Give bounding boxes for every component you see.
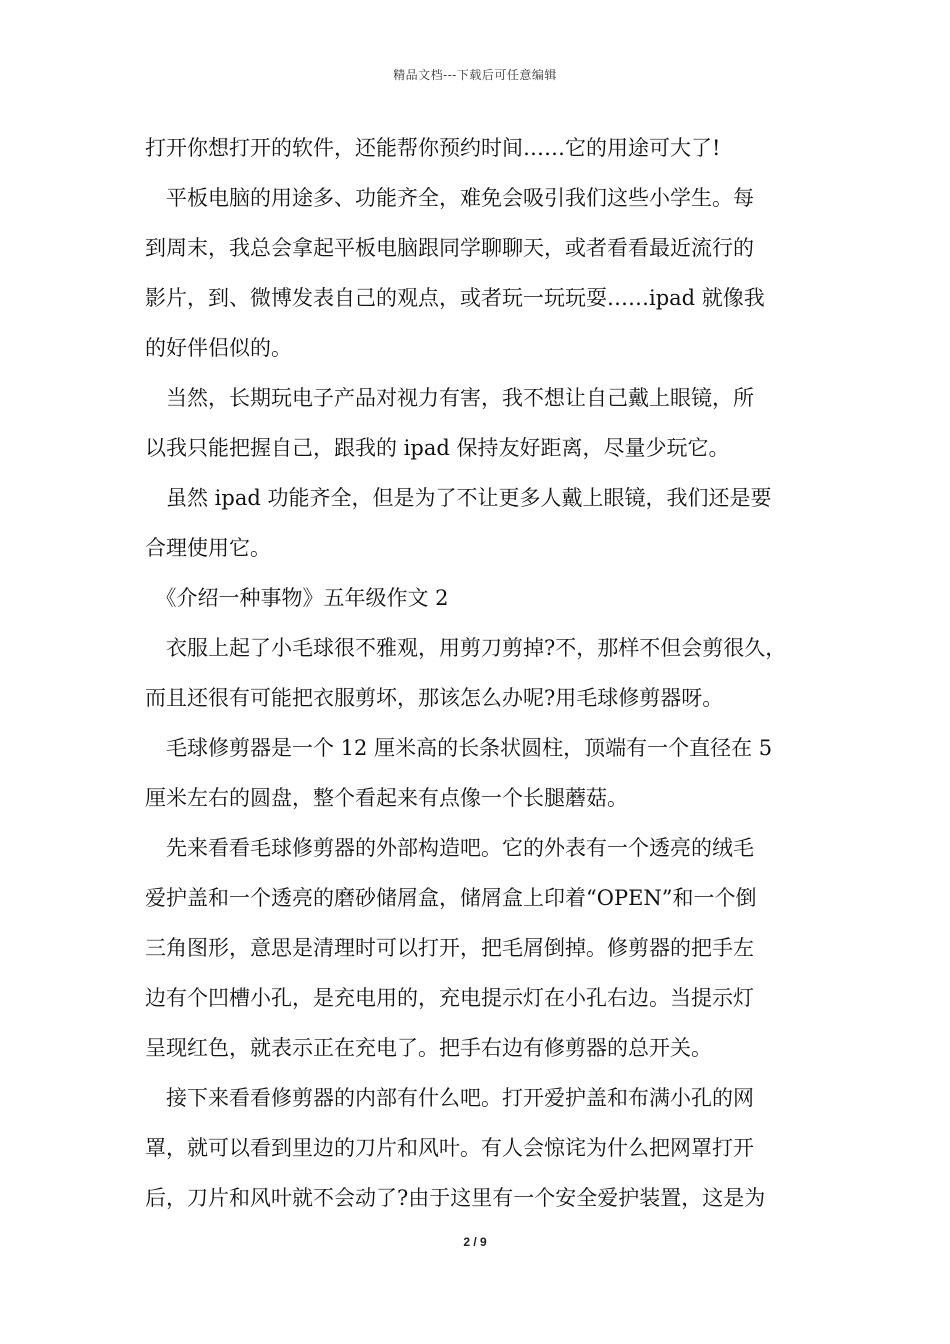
text-line: 先来看看毛球修剪器的外部构造吧。它的外表有一个透亮的绒毛: [145, 836, 754, 860]
text-line: 毛球修剪器是一个 12 厘米高的长条状圆柱，顶端有一个直径在 5: [145, 736, 773, 760]
text-line: 平板电脑的用途多、功能齐全，难免会吸引我们这些小学生。每: [145, 186, 754, 210]
text-line: 影片，到、微博发表自己的观点，或者玩一玩玩耍……ipad 就像我: [145, 286, 765, 310]
text-line: 的好伴侣似的。: [145, 336, 292, 360]
text-line: 爱护盖和一个透亮的磨砂储屑盒，储屑盒上印着“OPEN”和一个倒: [145, 886, 757, 910]
text-line: 到周末，我总会拿起平板电脑跟同学聊聊天，或者看看最近流行的: [145, 236, 754, 260]
text-line: 接下来看看修剪器的内部有什么吧。打开爱护盖和布满小孔的网: [145, 1086, 754, 1110]
text-line: 后，刀片和风叶就不会动了?由于这里有一个安全爱护装置，这是为: [145, 1186, 766, 1210]
text-line: 合理使用它。: [145, 536, 271, 560]
text-line: 罩，就可以看到里边的刀片和风叶。有人会惊诧为什么把网罩打开: [145, 1136, 754, 1160]
page-number: 2 / 9: [463, 1235, 487, 1249]
text-line: 以我只能把握自己，跟我的 ipad 保持友好距离，尽量少玩它。: [145, 436, 730, 460]
text-line: 呈现红色，就表示正在充电了。把手右边有修剪器的总开关。: [145, 1036, 712, 1060]
section-title: 《介绍一种事物》五年级作文 2: [145, 586, 449, 610]
text-line: 衣服上起了小毛球很不雅观，用剪刀剪掉?不，那样不但会剪很久，: [145, 636, 787, 660]
text-line: 厘米左右的圆盘，整个看起来有点像一个长腿蘑菇。: [145, 786, 628, 810]
text-line: 而且还很有可能把衣服剪坏，那该怎么办呢?用毛球修剪器呀。: [145, 686, 724, 710]
text-line: 当然，长期玩电子产品对视力有害，我不想让自己戴上眼镜，所: [145, 386, 754, 410]
text-line: 虽然 ipad 功能齐全，但是为了不让更多人戴上眼镜，我们还是要: [145, 486, 772, 510]
text-line: 边有个凹槽小孔，是充电用的，充电提示灯在小孔右边。当提示灯: [145, 986, 754, 1010]
page-header: 精品文档---下载后可任意编辑: [393, 68, 557, 82]
text-line: 三角图形，意思是清理时可以打开，把毛屑倒掉。修剪器的把手左: [145, 936, 754, 960]
text-line: 打开你想打开的软件，还能帮你预约时间……它的用途可大了!: [145, 136, 721, 160]
